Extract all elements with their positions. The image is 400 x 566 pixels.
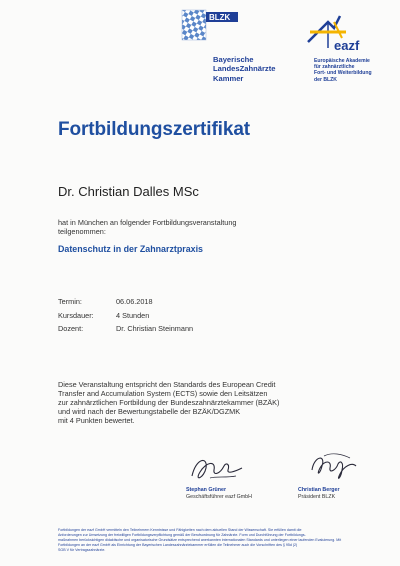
signer-name: Stephan Grüner — [186, 487, 227, 493]
recipient-name: Dr. Christian Dalles MSc — [58, 184, 199, 199]
signature-left — [186, 448, 248, 488]
signer-role: Präsident BLZK — [298, 493, 336, 500]
signer-name: Christian Berger — [298, 487, 340, 493]
blzk-name-line: Bayerische — [213, 55, 254, 64]
footer-line: Fortbildungen an der eazf GmbH als Einrichtung der Bayerischen Landeszahnärztekammer erfüllen die Teilnehmer auch die Vorschriften des § 95d (2) — [58, 543, 298, 548]
signature-left-caption — [186, 487, 252, 500]
standards-text — [58, 380, 279, 425]
intro-text — [58, 218, 237, 237]
blzk-name-line: LandesZahnärzte — [213, 64, 276, 74]
blzk-name-line: Kammer — [213, 73, 244, 83]
detail-value: 4 Stunden — [116, 310, 150, 320]
intro-line: teilgenommen: — [58, 227, 106, 237]
footer-line: Fortbildungen der eazf GmbH vermitteln den Teilnehmern Kenntnisse und Fähigkeiten nach dem aktuellen Stand der Wissenschaft. Sie erfüllen damit die — [58, 528, 302, 532]
detail-label: Termin: — [58, 297, 82, 306]
event-title: Datenschutz in der Zahnarztpraxis — [58, 244, 203, 254]
standards-line: und wird nach der Bewertungstabelle der BZÄK/DGZMK — [58, 407, 241, 417]
footer-note — [58, 528, 358, 553]
eazf-name-line: Europäische Akademie — [314, 58, 370, 64]
eazf-logo — [298, 8, 366, 54]
standards-line: Diese Veranstaltung entspricht den Standards des European Credit — [58, 380, 276, 389]
footer-line: SGB V für Vertragszahnärzte. — [58, 548, 106, 553]
standards-line: zur zahnärztlichen Fortbildung der Bundeszahnärztekammer (BZÄK) — [58, 398, 280, 408]
blzk-logo — [178, 8, 240, 42]
detail-value: Dr. Christian Steinmann — [116, 324, 194, 333]
eazf-name-line: der BLZK — [314, 76, 337, 83]
eazf-name — [314, 58, 372, 83]
footer-line: Anforderungen zur Umsetzung der freiwilligen Fortbildungsverpflichtung gemäß der Berufsordnung für Zahnärzte. Form und Durchführung der Fortbildungs- — [58, 533, 306, 538]
intro-line: hat in München an folgender Fortbildungsveranstaltung — [58, 218, 237, 227]
footer-line: maßnahmen berücksichtigen didaktische und organisatorische Grundsätze entsprechend anerkannten internationalen Standards und unterliegen einer laufenden Evaluierung. Mit — [58, 538, 342, 543]
standards-line: mit 4 Punkten bewertet. — [58, 416, 135, 426]
detail-label: Kursdauer: — [58, 310, 94, 320]
standards-line: Transfer and Accumulation System (ECTS) sowie den Leitsätzen — [58, 389, 268, 399]
eazf-name-line: für zahnärztliche — [314, 64, 355, 71]
eazf-logo-abbr: eazf — [334, 38, 360, 53]
detail-label: Dozent: — [58, 324, 84, 333]
detail-value: 06.06.2018 — [116, 297, 153, 306]
certificate-title: Fortbildungszertifikat — [58, 119, 251, 140]
signer-role: Geschäftsführer eazf GmbH — [186, 493, 252, 500]
signature-right-caption — [298, 487, 340, 500]
blzk-name — [213, 55, 275, 83]
signature-right — [306, 448, 364, 488]
eazf-name-line: Fort- und Weiterbildung — [314, 70, 372, 77]
blzk-logo-abbr: BLZK — [209, 13, 231, 22]
